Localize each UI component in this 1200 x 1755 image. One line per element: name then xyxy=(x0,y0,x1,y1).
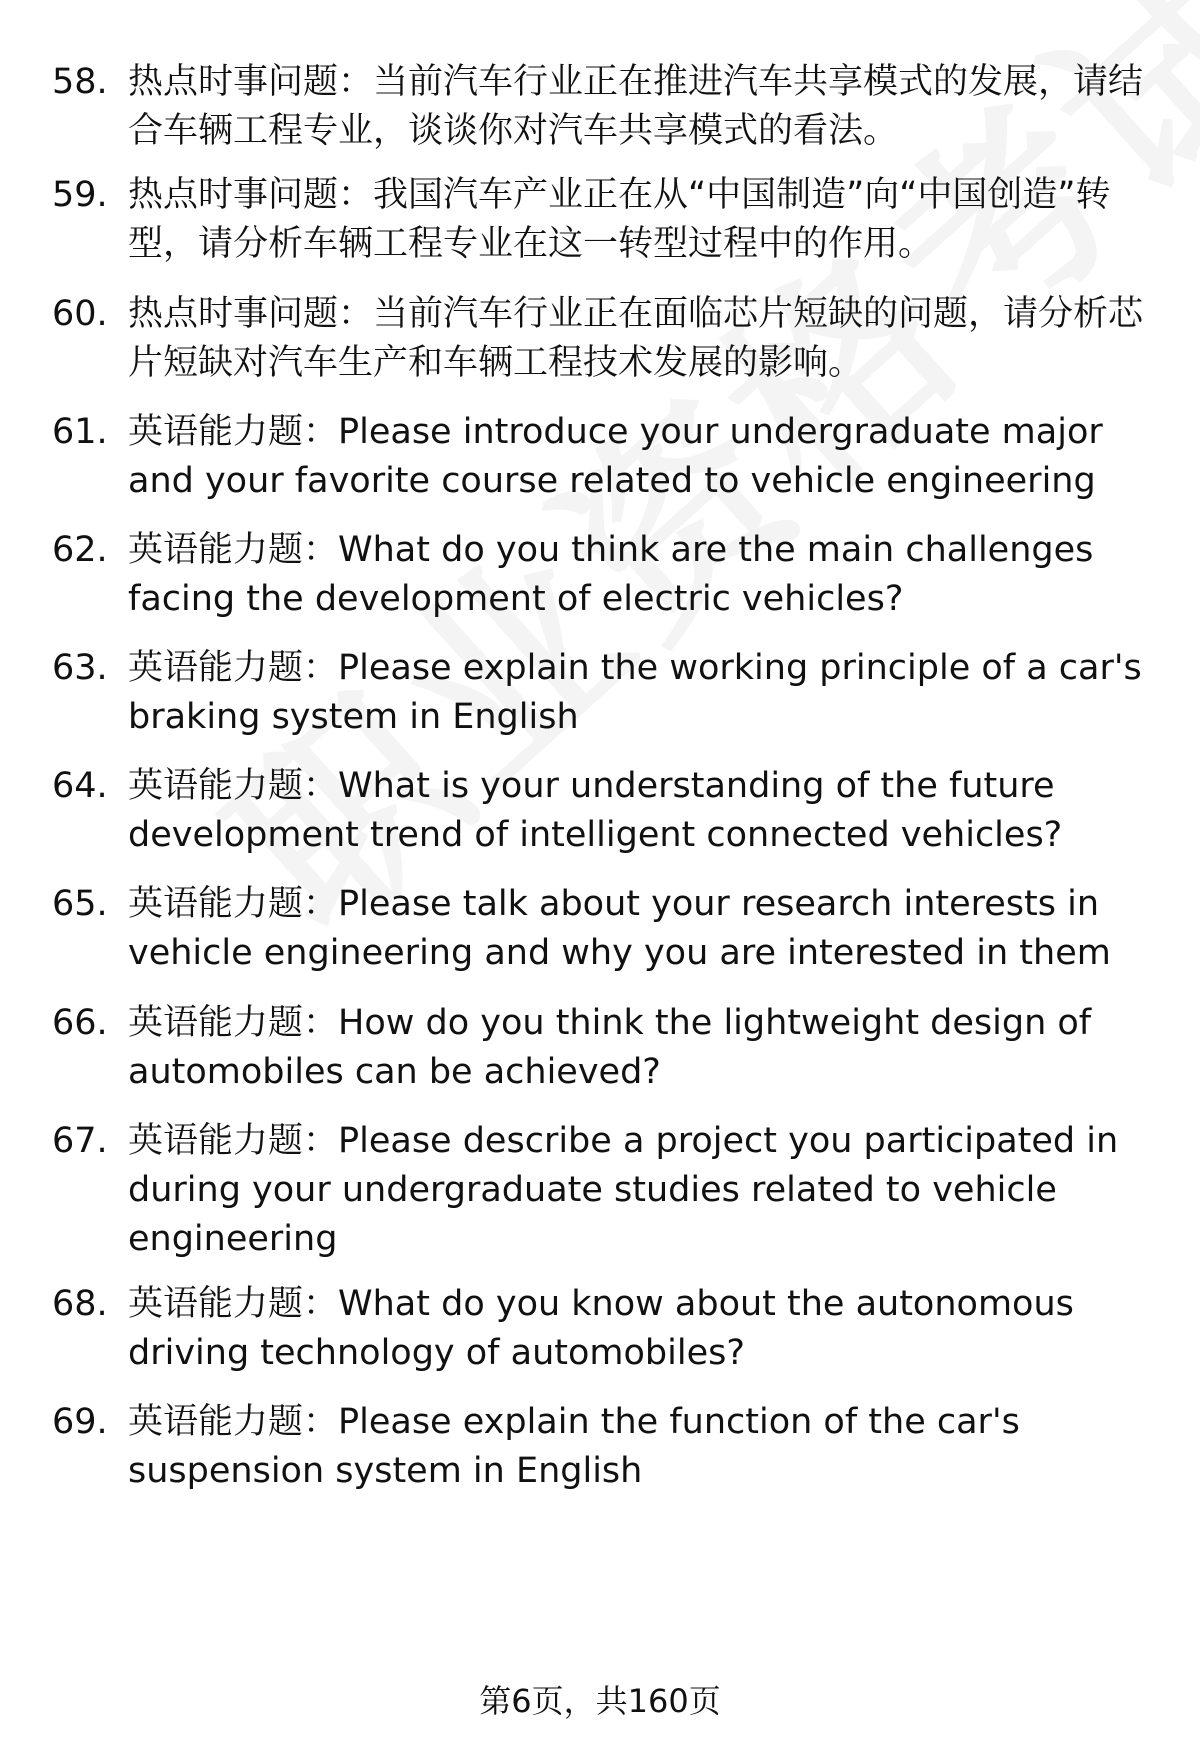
question-number: 60. xyxy=(52,294,108,334)
question-body xyxy=(128,880,1162,978)
question-body xyxy=(128,408,1162,506)
question-body xyxy=(128,58,1162,156)
question-category: 热点时事问题： xyxy=(128,294,374,334)
question-number: 64. xyxy=(52,766,108,806)
question-item xyxy=(52,999,1162,1097)
page-number-footer: 第6页，共160页 xyxy=(479,1682,721,1720)
question-item xyxy=(52,171,1162,269)
question-item xyxy=(52,1398,1162,1496)
question-text: Please introduce your undergraduate major and your favorite course related to vehicle engineering xyxy=(128,412,1103,501)
question-number: 61. xyxy=(52,412,108,452)
question-item xyxy=(52,290,1162,388)
question-item xyxy=(52,1117,1162,1264)
question-category: 英语能力题： xyxy=(128,530,339,570)
question-text: What do you think are the main challenges facing the development of electric vehicles? xyxy=(128,530,1094,619)
question-number: 58. xyxy=(52,62,108,102)
question-body xyxy=(128,1280,1162,1378)
question-category: 英语能力题： xyxy=(128,1003,339,1043)
question-text: Please describe a project you participated in during your undergraduate studies related to vehicle engineering xyxy=(128,1121,1119,1259)
question-item xyxy=(52,762,1162,860)
question-text: 我国汽车产业正在从“中国制造”向“中国创造”转型，请分析车辆工程专业在这一转型过程中的作用。 xyxy=(128,175,1111,264)
question-category: 英语能力题： xyxy=(128,1284,339,1324)
question-number: 65. xyxy=(52,884,108,924)
question-body xyxy=(128,1117,1162,1264)
question-body xyxy=(128,290,1162,388)
question-item xyxy=(52,526,1162,624)
question-text: What is your understanding of the future development trend of intelligent connected vehicles? xyxy=(128,766,1063,855)
question-body xyxy=(128,526,1162,624)
question-body xyxy=(128,1398,1162,1496)
question-text: 当前汽车行业正在面临芯片短缺的问题，请分析芯片短缺对汽车生产和车辆工程技术发展的影响。 xyxy=(128,294,1144,383)
question-number: 69. xyxy=(52,1402,108,1442)
question-item xyxy=(52,1280,1162,1378)
question-body xyxy=(128,171,1162,269)
question-category: 热点时事问题： xyxy=(128,175,374,215)
question-category: 热点时事问题： xyxy=(128,62,374,102)
question-category: 英语能力题： xyxy=(128,648,339,688)
question-category: 英语能力题： xyxy=(128,766,339,806)
question-body xyxy=(128,999,1162,1097)
question-item xyxy=(52,880,1162,978)
question-text: How do you think the lightweight design of automobiles can be achieved? xyxy=(128,1003,1092,1092)
question-item xyxy=(52,58,1162,156)
question-number: 67. xyxy=(52,1121,108,1161)
question-category: 英语能力题： xyxy=(128,884,339,924)
question-number: 66. xyxy=(52,1003,108,1043)
question-item xyxy=(52,644,1162,742)
question-text: 当前汽车行业正在推进汽车共享模式的发展，请结合车辆工程专业，谈谈你对汽车共享模式的看法。 xyxy=(128,62,1144,151)
question-number: 59. xyxy=(52,175,108,215)
question-category: 英语能力题： xyxy=(128,1121,339,1161)
question-item xyxy=(52,408,1162,506)
question-text: Please explain the working principle of a car's braking system in English xyxy=(128,648,1142,737)
question-number: 63. xyxy=(52,648,108,688)
question-text: Please talk about your research interests in vehicle engineering and why you are interested in them xyxy=(128,884,1111,973)
question-number: 68. xyxy=(52,1284,108,1324)
question-text: What do you know about the autonomous driving technology of automobiles? xyxy=(128,1284,1074,1373)
question-number: 62. xyxy=(52,530,108,570)
question-category: 英语能力题： xyxy=(128,1402,339,1442)
question-category: 英语能力题： xyxy=(128,412,339,452)
question-text: Please explain the function of the car's suspension system in English xyxy=(128,1402,1020,1491)
question-body xyxy=(128,762,1162,860)
question-body xyxy=(128,644,1162,742)
